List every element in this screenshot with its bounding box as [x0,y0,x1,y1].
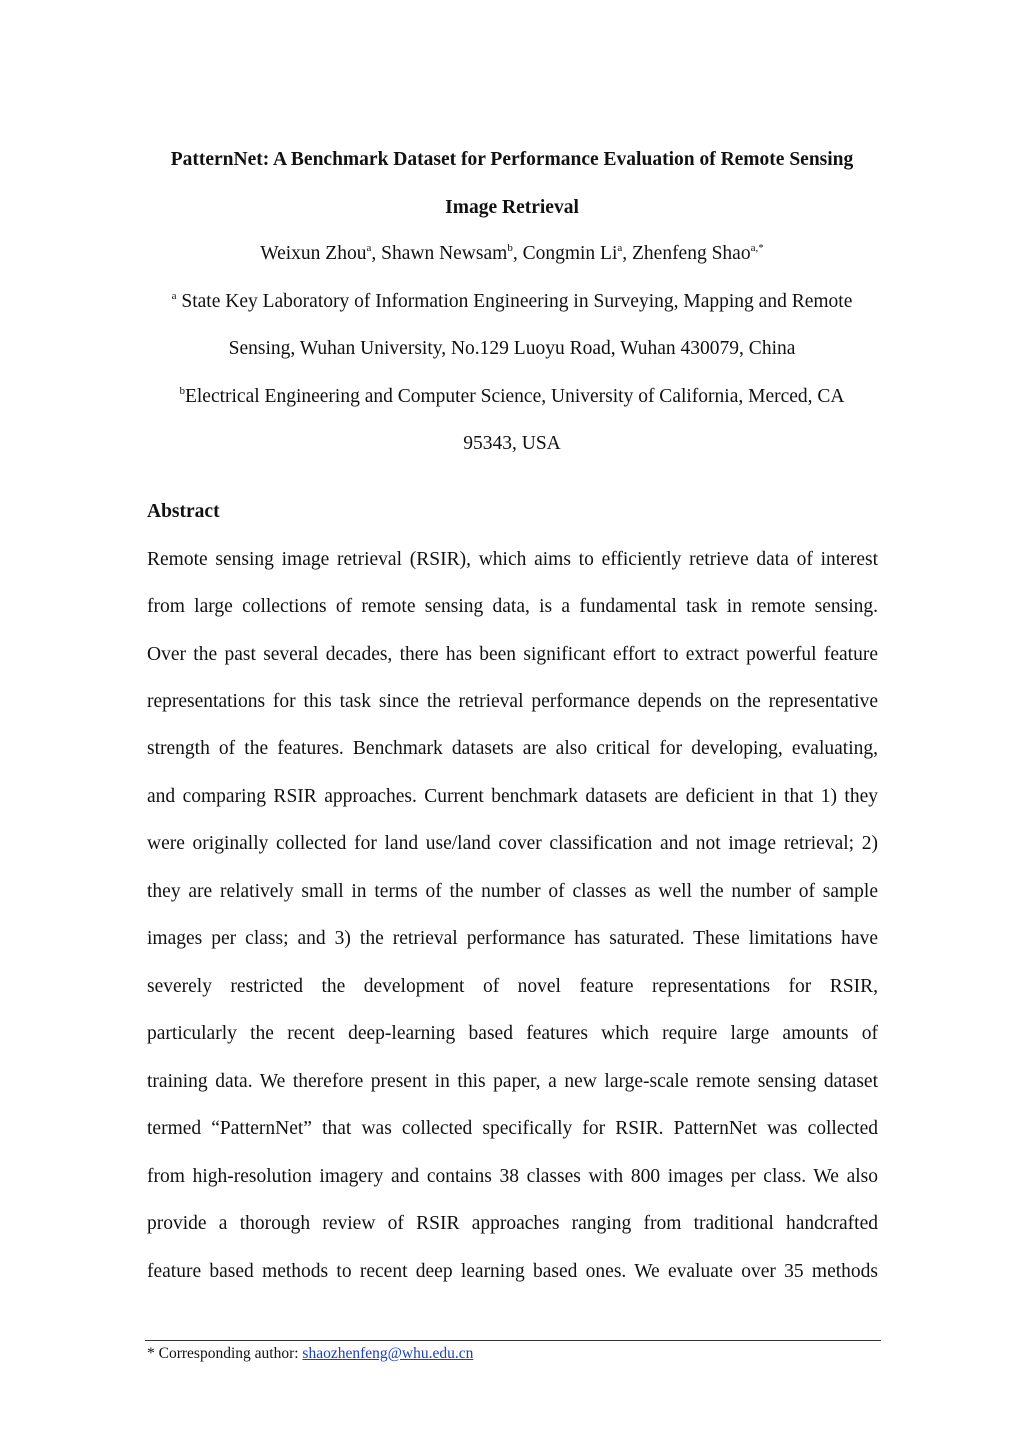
footnote-prefix: * Corresponding author: [147,1345,303,1362]
abstract-heading: Abstract [147,501,220,522]
abstract-line: provide a thorough review of RSIR approaches ranging from traditional handcrafted [147,1213,878,1234]
author-list: Weixun Zhou$^a$, Shawn Newsam$^b$, Congmin Li$^a$, Zhenfeng Shao$^{a,*}$ [260,242,764,264]
abstract-line: representations for this task since the retrieval performance depends on the representative [147,691,878,712]
affiliation-b-line-1 [130,387,894,407]
author-affiliation-mark: a [366,242,372,254]
abstract-line: feature based methods to recent deep learning based ones. We evaluate over 35 methods [147,1261,878,1282]
author-affiliation-mark: a [617,242,623,254]
abstract-line: from large collections of remote sensing data, is a fundamental task in remote sensing. [147,596,878,617]
abstract-line: Over the past several decades, there has been significant effort to extract powerful feature [147,644,878,665]
affiliation-b-text: Electrical Engineering and Computer Science, University of California, Merced, CA [184,386,845,407]
abstract-line: Remote sensing image retrieval (RSIR), which aims to efficiently retrieve data of interest [147,549,878,570]
affiliation-a-mark: a [171,290,177,302]
paper-title-line-2: Image Retrieval [445,197,579,218]
abstract-line: were originally collected for land use/land cover classification and not image retrieval; 2) [147,833,878,854]
abstract-line: severely restricted the development of novel feature representations for RSIR, [147,976,878,997]
corresponding-email-link[interactable]: shaozhenfeng@whu.edu.cn [302,1345,474,1362]
abstract-line: training data. We therefore present in this paper, a new large-scale remote sensing dataset [147,1071,878,1092]
affiliation-a-line-2: Sensing, Wuhan University, No.129 Luoyu Road, Wuhan 430079, China [228,338,796,359]
author-name: Congmin Li [522,243,618,264]
affiliation-a-line-1 [130,292,894,312]
author-name: Zhenfeng Shao [632,243,751,264]
author-affiliation-mark: a,* [750,242,764,254]
abstract-line: they are relatively small in terms of the number of classes as well the number of sample [147,881,878,902]
footnote [147,1346,473,1362]
abstract-line: from high-resolution imagery and contains 38 classes with 800 images per class. We also [147,1166,878,1187]
author-affiliation-mark: b [507,242,513,254]
abstract-line: and comparing RSIR approaches. Current benchmark datasets are deficient in that 1) they [147,786,878,807]
abstract-line: strength of the features. Benchmark datasets are also critical for developing, evaluating, [147,738,878,759]
abstract-line: particularly the recent deep-learning based features which require large amounts of [147,1023,878,1044]
author-name: Weixun Zhou [260,243,367,264]
author-name: Shawn Newsam [381,243,508,264]
abstract-line: termed “PatternNet” that was collected specifically for RSIR. PatternNet was collected [147,1118,878,1139]
affiliation-a-text: State Key Laboratory of Information Engineering in Surveying, Mapping and Remote [181,291,853,312]
affiliation-b-mark: b [179,385,185,397]
paper-title-line-1: PatternNet: A Benchmark Dataset for Performance Evaluation of Remote Sensing [170,149,854,170]
affiliation-b-line-2: 95343, USA [463,433,561,454]
abstract-line: images per class; and 3) the retrieval performance has saturated. These limitations have [147,928,878,949]
footnote-divider [145,1340,881,1341]
